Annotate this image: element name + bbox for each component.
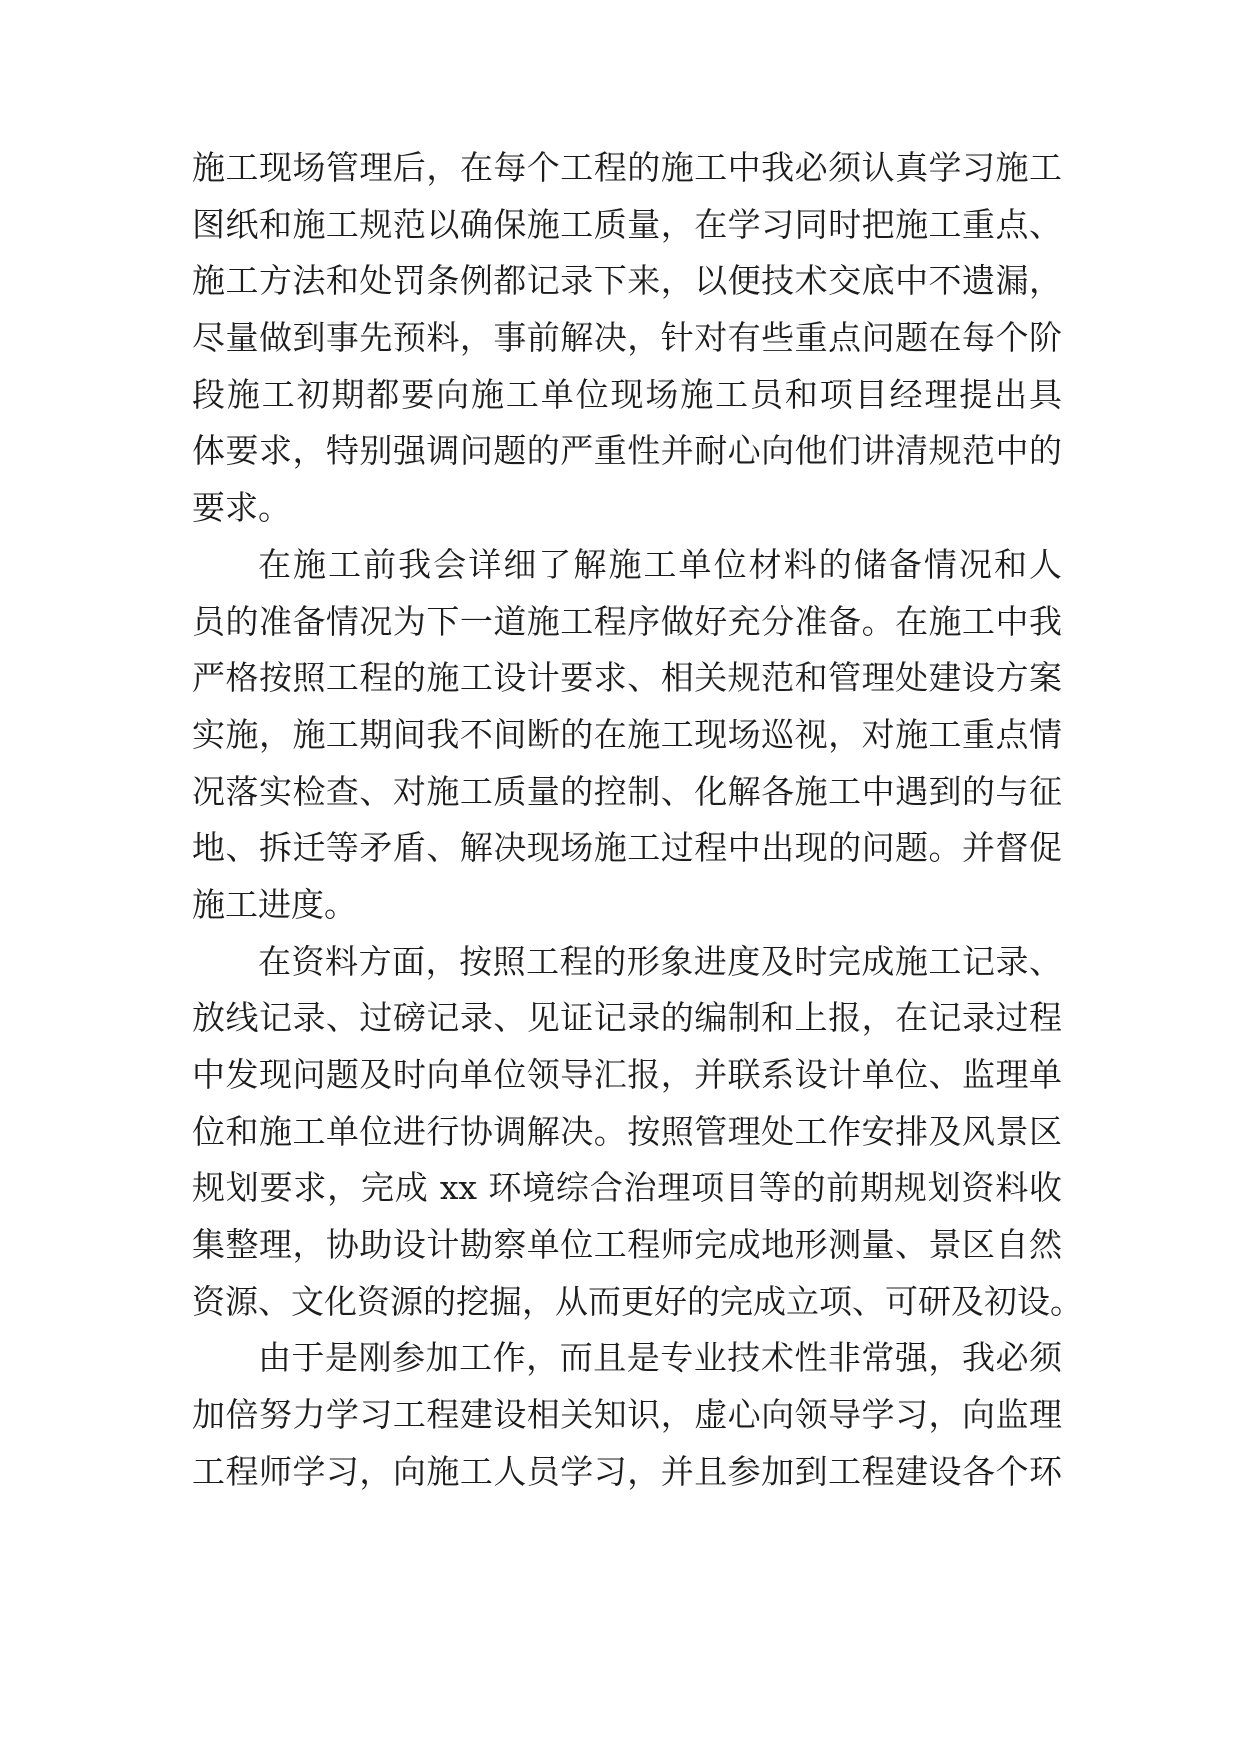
text-line: 规划要求，完成 xx 环境综合治理项目等的前期规划资料收 bbox=[192, 1168, 1062, 1208]
text-line: 段施工初期都要向施工单位现场施工员和项目经理提出具 bbox=[192, 374, 1062, 414]
text-line: 尽量做到事先预料，事前解决，针对有些重点问题在每个阶 bbox=[192, 318, 1062, 358]
text-line: 况落实检查、对施工质量的控制、化解各施工中遇到的与征 bbox=[192, 771, 1062, 811]
text-line: 在资料方面，按照工程的形象进度及时完成施工记录、 bbox=[258, 941, 1062, 981]
text-line: 工程师学习，向施工人员学习，并且参加到工程建设各个环 bbox=[192, 1451, 1062, 1491]
text-line: 放线记录、过磅记录、见证记录的编制和上报，在记录过程 bbox=[192, 998, 1062, 1038]
text-line: 严格按照工程的施工设计要求、相关规范和管理处建设方案 bbox=[192, 658, 1062, 698]
text-line: 加倍努力学习工程建设相关知识，虚心向领导学习，向监理 bbox=[192, 1395, 1062, 1435]
text-line: 地、拆迁等矛盾、解决现场施工过程中出现的问题。并督促 bbox=[192, 828, 1062, 868]
document-body bbox=[192, 140, 1083, 1501]
text-line: 图纸和施工规范以确保施工质量，在学习同时把施工重点、 bbox=[192, 204, 1062, 244]
text-line: 中发现问题及时向单位领导汇报，并联系设计单位、监理单 bbox=[192, 1055, 1062, 1094]
text-line: 要求。 bbox=[192, 488, 291, 528]
text-line: 资源、文化资源的挖掘，从而更好的完成立项、可研及初设。 bbox=[192, 1281, 1083, 1321]
text-line: 位和施工单位进行协调解决。按照管理处工作安排及风景区 bbox=[192, 1111, 1062, 1151]
text-line: 实施，施工期间我不间断的在施工现场巡视，对施工重点情 bbox=[192, 714, 1062, 754]
text-line: 在施工前我会详细了解施工单位材料的储备情况和人 bbox=[258, 544, 1062, 584]
text-line: 集整理，协助设计勘察单位工程师完成地形测量、景区自然 bbox=[192, 1225, 1062, 1265]
text-line: 施工方法和处罚条例都记录下来，以便技术交底中不遗漏， bbox=[192, 261, 1062, 301]
text-line: 施工现场管理后，在每个工程的施工中我必须认真学习施工 bbox=[192, 148, 1062, 187]
text-line: 体要求，特别强调问题的严重性并耐心向他们讲清规范中的 bbox=[192, 431, 1062, 471]
text-line: 由于是刚参加工作，而且是专业技术性非常强，我必须 bbox=[258, 1338, 1062, 1378]
text-line: 员的准备情况为下一道施工程序做好充分准备。在施工中我 bbox=[192, 601, 1062, 641]
text-line: 施工进度。 bbox=[192, 884, 357, 924]
